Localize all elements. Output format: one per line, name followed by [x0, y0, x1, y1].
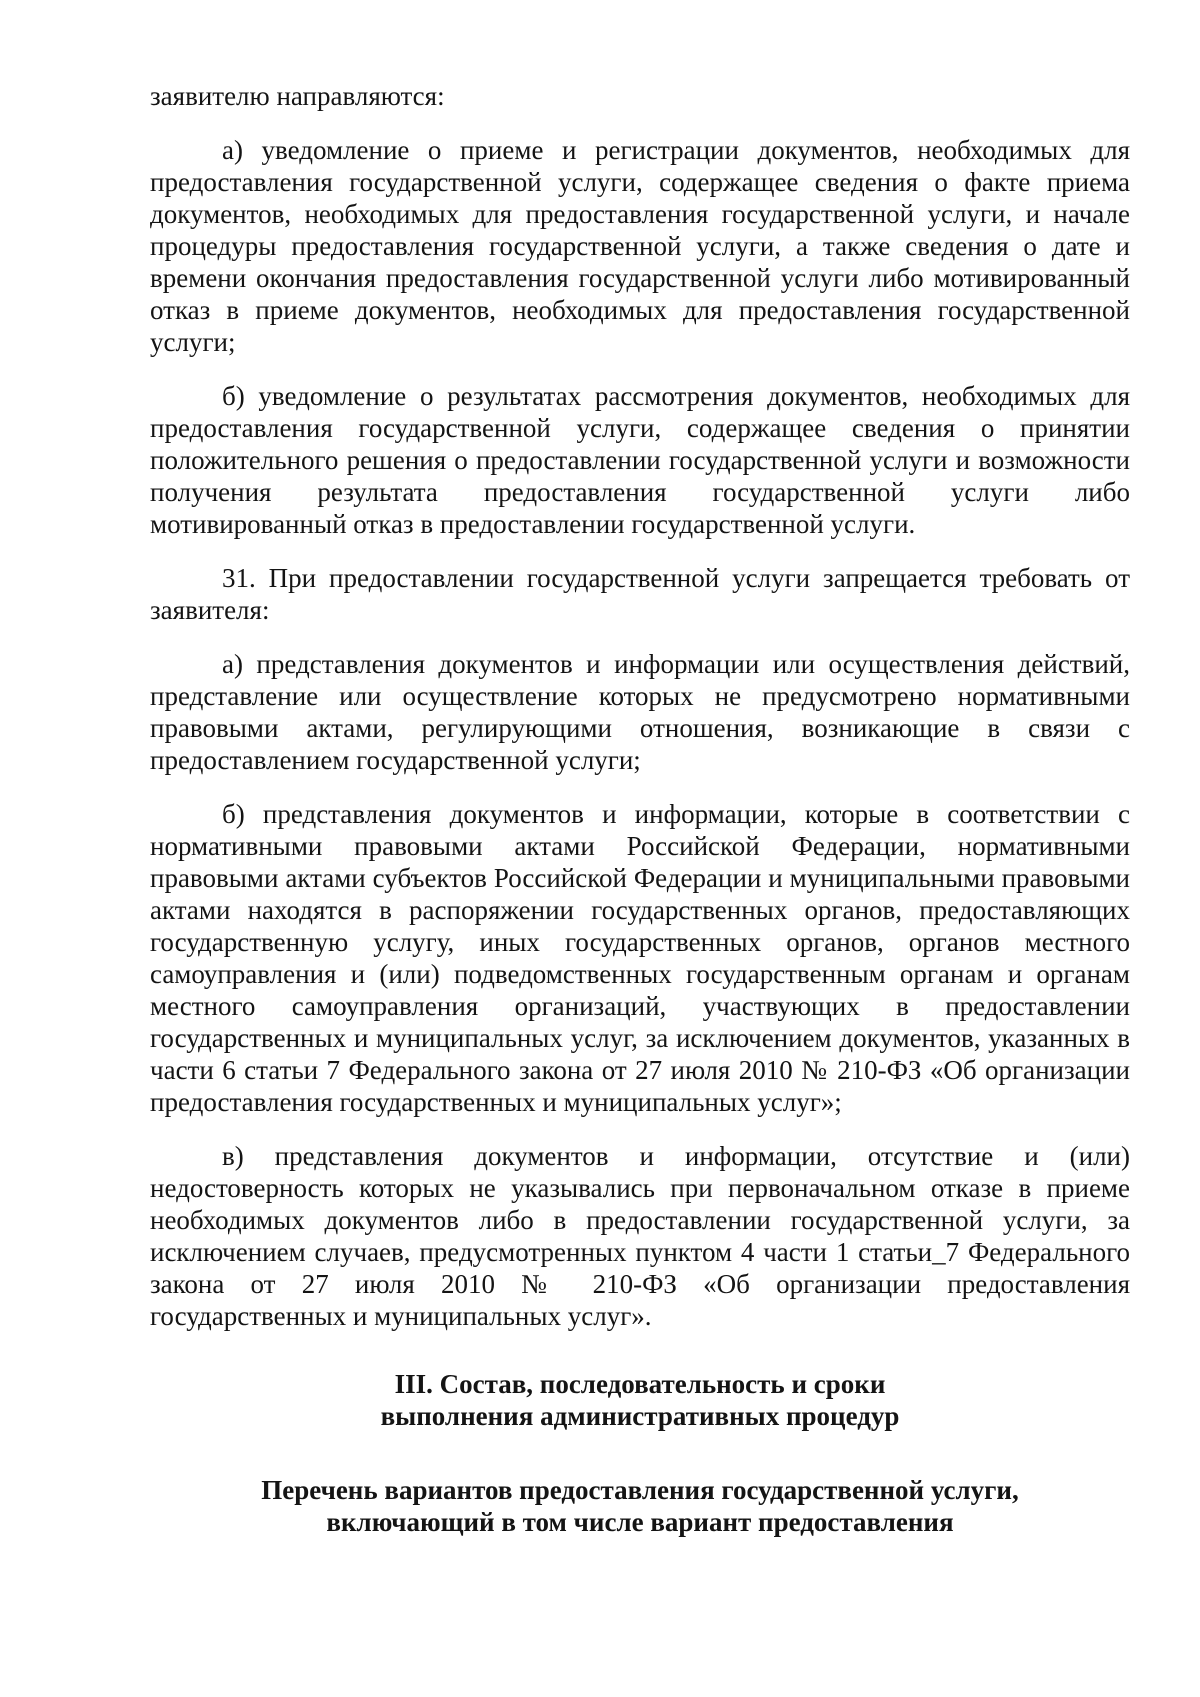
sub-heading-line1: Перечень вариантов предоставления государственной услуги,	[261, 1475, 1019, 1505]
section-heading-line2: выполнения административных процедур	[380, 1401, 900, 1431]
paragraph-31-c: в) представления документов и информации, отсутствие и (или) недостоверность которых не указывались при первоначальном отказе в приеме необходимых документов либо в предоставлении государственной услуги, за исключением случаев, предусмотренных пунктом 4 части 1 статьи_7 Федерального закона от 27 июля 2010 № 210-ФЗ «Об организации предоставления государственных и муниципальных услуг».	[150, 1141, 1130, 1331]
paragraph-b-notification-results: б) уведомление о результатах рассмотрения документов, необходимых для предоставления государственной услуги, содержащее сведения о принятии положительного решения о предоставлении государственной услуги и возможности получения результата предоставления государственной услуги либо мотивированный отказ в предоставлении государственной услуги.	[150, 381, 1130, 539]
sub-heading	[150, 1474, 1130, 1538]
intro-line: заявителю направляются:	[150, 81, 445, 111]
section-heading-line1: III. Состав, последовательность и сроки	[394, 1369, 886, 1399]
paragraph-a-notification-receipt: а) уведомление о приеме и регистрации документов, необходимых для предоставления государственной услуги, содержащее сведения о факте приема документов, необходимых для предоставления государственной услуги, и начале процедуры предоставления государственной услуги, а также сведения о дате и времени окончания предоставления государственной услуги либо мотивированный отказ в приеме документов, необходимых для предоставления государственной услуги;	[150, 135, 1130, 357]
paragraph-31-a: а) представления документов и информации или осуществления действий, представление или осуществление которых не предусмотрено нормативными правовыми актами, регулирующими отношения, возникающие в связи с предоставлением государственной услуги;	[150, 649, 1130, 775]
paragraph-31-prohibitions: 31. При предоставлении государственной услуги запрещается требовать от заявителя:	[150, 563, 1130, 625]
section-heading	[150, 1368, 1130, 1432]
document-body	[150, 80, 1130, 1538]
sub-heading-line2: включающий в том числе вариант предоставления	[326, 1507, 954, 1537]
paragraph-31-b: б) представления документов и информации, которые в соответствии с нормативными правовыми актами Российской Федерации, нормативными правовыми актами субъектов Российской Федерации и муниципальными правовыми актами находятся в распоряжении государственных органов, предоставляющих государственную услугу, иных государственных органов, органов местного самоуправления и (или) подведомственных государственным органам и органам местного самоуправления организаций, участвующих в предоставлении государственных и муниципальных услуг, за исключением документов, указанных в части 6 статьи 7 Федерального закона от 27 июля 2010 № 210-ФЗ «Об организации предоставления государственных и муниципальных услуг»;	[150, 799, 1130, 1117]
